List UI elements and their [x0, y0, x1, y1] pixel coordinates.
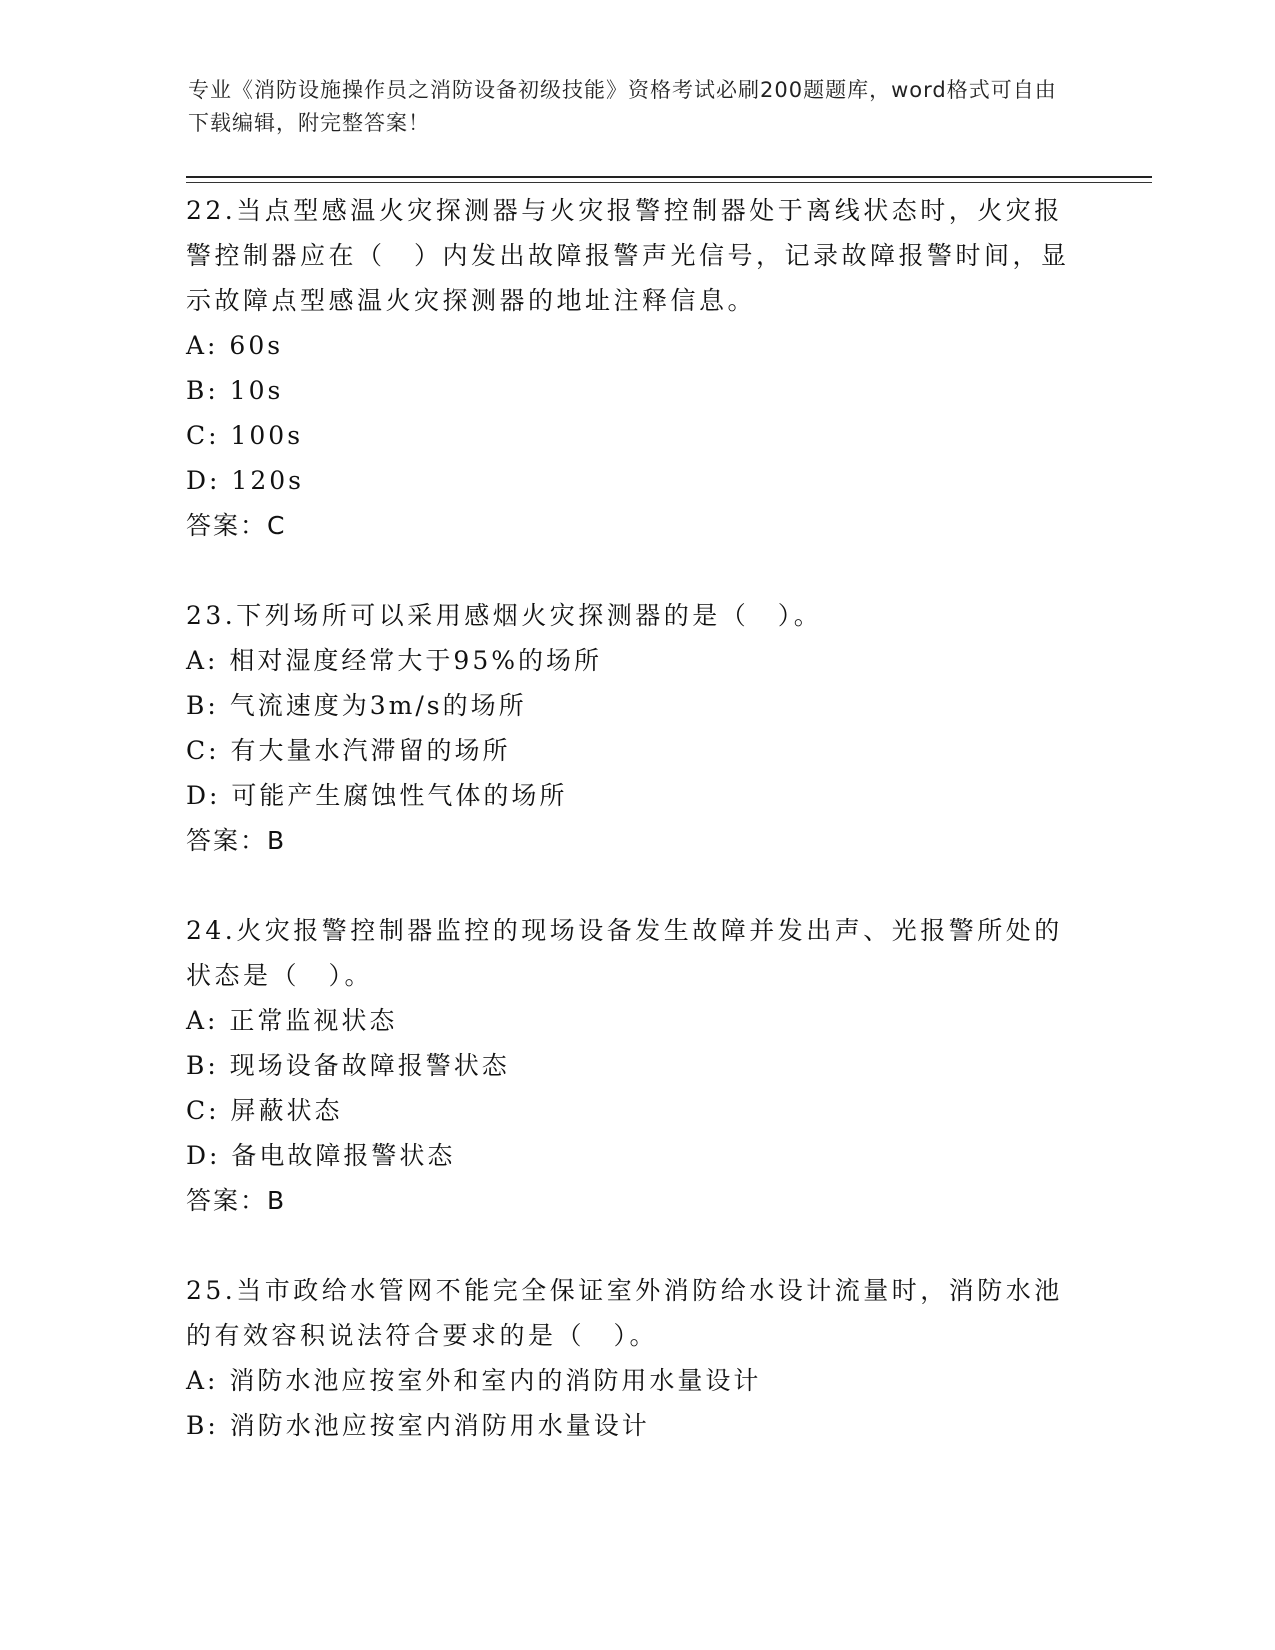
- option-c: C: 屏蔽状态: [186, 1096, 343, 1125]
- header-divider-thick: [186, 176, 1152, 178]
- option-d: D: 120s: [186, 466, 304, 495]
- question-23: [186, 593, 1086, 863]
- option-a: A: 消防水池应按室外和室内的消防用水量设计: [186, 1366, 762, 1395]
- option-a: A: 60s: [186, 331, 284, 360]
- answer-line: 答案：C: [186, 511, 287, 540]
- question-list: [186, 188, 1086, 1493]
- question-stem: 22.当点型感温火灾探测器与火灾报警控制器处于离线状态时，火灾报警控制器应在（ ）内发出故障报警声光信号，记录故障报警时间，显示故障点型感温火灾探测器的地址注释信息。: [186, 196, 1070, 315]
- option-a: A: 相对湿度经常大于95%的场所: [186, 646, 602, 675]
- question-22: [186, 188, 1086, 548]
- document-header: 专业《消防设施操作员之消防设备初级技能》资格考试必刷200题题库，word格式可自由下载编辑，附完整答案！: [188, 78, 1057, 135]
- question-stem: 23.下列场所可以采用感烟火灾探测器的是（ ）。: [186, 601, 823, 630]
- option-d: D: 备电故障报警状态: [186, 1141, 456, 1170]
- answer-line: 答案：B: [186, 1186, 287, 1215]
- answer-line: 答案：B: [186, 826, 287, 855]
- question-stem: 24.火灾报警控制器监控的现场设备发生故障并发出声、光报警所处的状态是（ ）。: [186, 916, 1063, 990]
- option-c: C: 有大量水汽滞留的场所: [186, 736, 511, 765]
- question-24: [186, 908, 1086, 1223]
- option-d: D: 可能产生腐蚀性气体的场所: [186, 781, 568, 810]
- option-b: B: 消防水池应按室内消防用水量设计: [186, 1411, 650, 1440]
- question-stem: 25.当市政给水管网不能完全保证室外消防给水设计流量时，消防水池的有效容积说法符合要求的是（ ）。: [186, 1276, 1063, 1350]
- option-a: A: 正常监视状态: [186, 1006, 398, 1035]
- option-b: B: 气流速度为3m/s的场所: [186, 691, 527, 720]
- question-25: [186, 1268, 1086, 1448]
- header-divider-thin: [186, 182, 1152, 183]
- option-c: C: 100s: [186, 421, 304, 450]
- option-b: B: 10s: [186, 376, 284, 405]
- option-b: B: 现场设备故障报警状态: [186, 1051, 510, 1080]
